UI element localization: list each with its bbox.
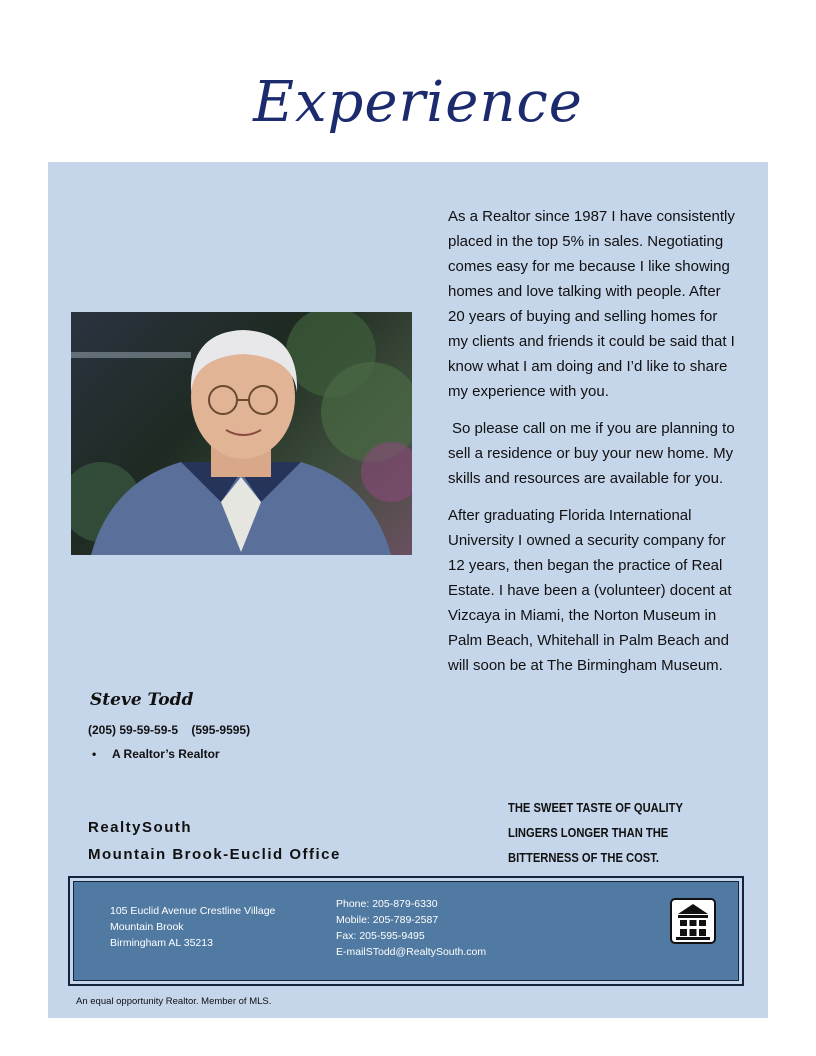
bullet-symbol: • — [92, 747, 97, 761]
branch-name: Mountain Brook-Euclid Office — [88, 846, 341, 863]
email-line: E-mailSTodd@RealtySouth.com — [336, 946, 487, 958]
agent-photo — [71, 312, 412, 555]
experience-text — [448, 204, 738, 690]
company-name: RealtySouth — [88, 819, 193, 836]
paragraph: After graduating Florida International University I owned a security company for 12 years, then began the practice of Real Estate. I have been a (volunteer) docent at Vizcaya in Miami, the Norton Museum in Palm Beach, Whitehall in Palm Beach and will soon be at The Birmingham Museum. — [448, 507, 732, 674]
agent-signature: Steve Todd — [90, 690, 194, 710]
paragraph: So please call on me if you are planning to sell a residence or buy your new home. My skills and resources are available for you. — [448, 420, 735, 487]
mobile-line: Mobile: 205-789-2587 — [336, 914, 439, 926]
tagline-text: A Realtor’s Realtor — [112, 747, 220, 761]
address-line: Mountain Brook — [110, 921, 184, 933]
office-address — [110, 903, 275, 951]
phone-line: Phone: 205-879-6330 — [336, 898, 438, 910]
footer-box — [68, 876, 744, 986]
office-info — [88, 814, 341, 868]
fax-line: Fax: 205-595-9495 — [336, 930, 425, 942]
disclaimer: An equal opportunity Realtor. Member of MLS. — [76, 996, 272, 1007]
agent-tagline — [92, 747, 220, 761]
office-contact — [336, 896, 486, 960]
agent-phones: (205) 59-59-59-5 (595-9595) — [88, 723, 251, 737]
quote: THE SWEET TASTE OF QUALITY LINGERS LONGER THAN THE BITTERNESS OF THE COST. — [508, 800, 683, 865]
paragraph: As a Realtor since 1987 I have consistently placed in the top 5% in sales. Negotiating comes easy for me because I like showing homes and love talking with people. After 20 years of buying and selling homes for my clients and friends it could be said that I know what I am doing and I’d like to share my experience with you. — [448, 208, 735, 400]
address-line: 105 Euclid Avenue Crestline Village — [110, 905, 276, 917]
page-title: Experience — [253, 70, 583, 135]
building-icon — [670, 898, 716, 944]
footer-inner — [73, 881, 739, 981]
address-line: Birmingham AL 35213 — [110, 937, 213, 949]
